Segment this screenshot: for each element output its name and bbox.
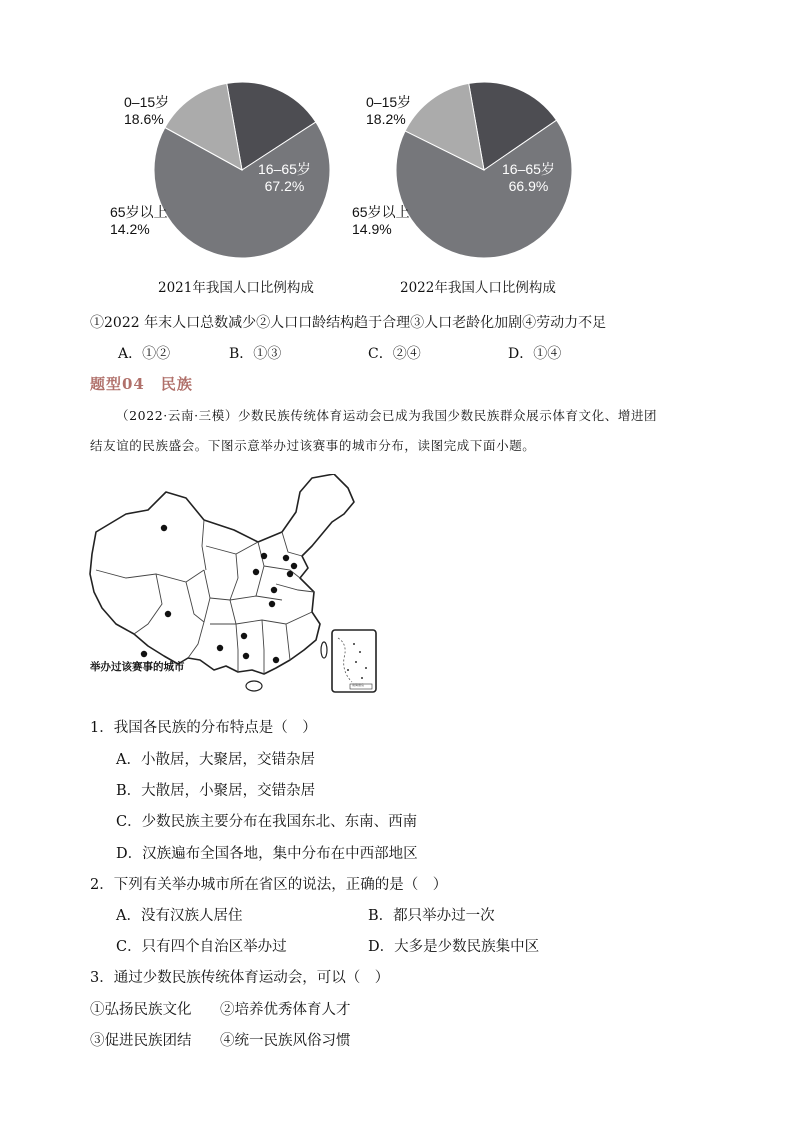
q3-statement-1: ①弘扬民族文化 <box>90 1002 192 1018</box>
pie-2022-caption: 2022年我国人口比例构成 <box>400 280 556 296</box>
country-outline <box>90 474 354 674</box>
pie-2021-label-0-15 <box>124 94 169 128</box>
host-city-dots <box>161 525 297 663</box>
question-1-stem: 1．我国各民族的分布特点是（ ） <box>90 720 317 736</box>
china-map-figure <box>86 474 386 694</box>
q1-option-a[interactable]: A．小散居，大聚居，交错杂居 <box>116 752 315 768</box>
prev-option-b[interactable]: B．①③ <box>229 346 282 362</box>
question-2-stem: 2．下列有关举办城市所在省区的说法，正确的是（ ） <box>90 877 448 893</box>
q3-statement-2: ②培养优秀体育人才 <box>220 1002 351 1018</box>
pie-2021-label-65plus <box>110 204 168 238</box>
slice-label: 0–15岁 <box>366 94 412 110</box>
prev-question-statements: ①2022 年末人口总数减少②人口口龄结构趋于合理③人口老龄化加剧④劳动力不足 <box>90 315 607 331</box>
q1-option-d[interactable]: D．汉族遍布全国各地，集中分布在中西部地区 <box>116 846 418 862</box>
q2-option-d[interactable]: D．大多是少数民族集中区 <box>368 939 540 955</box>
question-3-stem: 3．通过少数民族传统体育运动会，可以（ ） <box>90 970 390 986</box>
pie-2021-caption: 2021年我国人口比例构成 <box>158 280 314 296</box>
pie-chart-2022 <box>352 80 592 300</box>
prev-option-c[interactable]: C．②④ <box>368 346 421 362</box>
slice-label: 0–15岁 <box>124 94 170 110</box>
q2-option-a[interactable]: A．没有汉族人居住 <box>116 908 243 924</box>
q2-option-c[interactable]: C．只有四个自治区举办过 <box>116 939 287 955</box>
slice-label: 16–65岁 <box>502 161 555 177</box>
pie-2022-label-65plus <box>352 204 410 238</box>
slice-pct: 18.2% <box>366 111 406 127</box>
intro-line-1: （2022·云南·三模）少数民族传统体育运动会已成为我国少数民族群众展示体育文化、增进团 <box>116 408 658 423</box>
slice-label: 16–65岁 <box>258 161 311 177</box>
slice-label: 65岁以上 <box>110 204 168 220</box>
intro-line-2: 结友谊的民族盛会。下图示意举办过该赛事的城市分布，读图完成下面小题。 <box>90 438 536 453</box>
prev-option-d[interactable]: D．①④ <box>508 346 562 362</box>
slice-label: 65岁以上 <box>352 204 410 220</box>
pie-2021-label-16-65 <box>258 161 311 195</box>
section-title: 题型04 民族 <box>90 375 193 393</box>
slice-pct: 14.2% <box>110 221 150 237</box>
hainan-taiwan <box>246 642 327 691</box>
map-legend-label: 举办过该赛事的城市 <box>90 661 185 673</box>
legend-dot <box>141 651 147 657</box>
q3-statement-4: ④统一民族风俗习惯 <box>220 1033 351 1049</box>
q2-option-b[interactable]: B．都只举办过一次 <box>368 908 495 924</box>
slice-pct: 18.6% <box>124 111 164 127</box>
map-inset-label: 南海诸岛 <box>352 683 365 687</box>
q1-option-b[interactable]: B．大散居，小聚居，交错杂居 <box>116 783 316 799</box>
q3-statement-3: ③促进民族团结 <box>90 1033 192 1049</box>
q1-option-c[interactable]: C．少数民族主要分布在我国东北、东南、西南 <box>116 814 418 830</box>
pie-2022-label-0-15 <box>366 94 411 128</box>
pie-chart-2021 <box>110 80 350 300</box>
slice-pct: 14.9% <box>352 221 392 237</box>
slice-pct: 67.2% <box>264 178 305 194</box>
pie-2022-label-16-65 <box>502 161 555 195</box>
province-borders <box>96 520 314 674</box>
slice-pct: 66.9% <box>508 178 549 194</box>
prev-option-a[interactable]: A．①② <box>118 346 171 362</box>
